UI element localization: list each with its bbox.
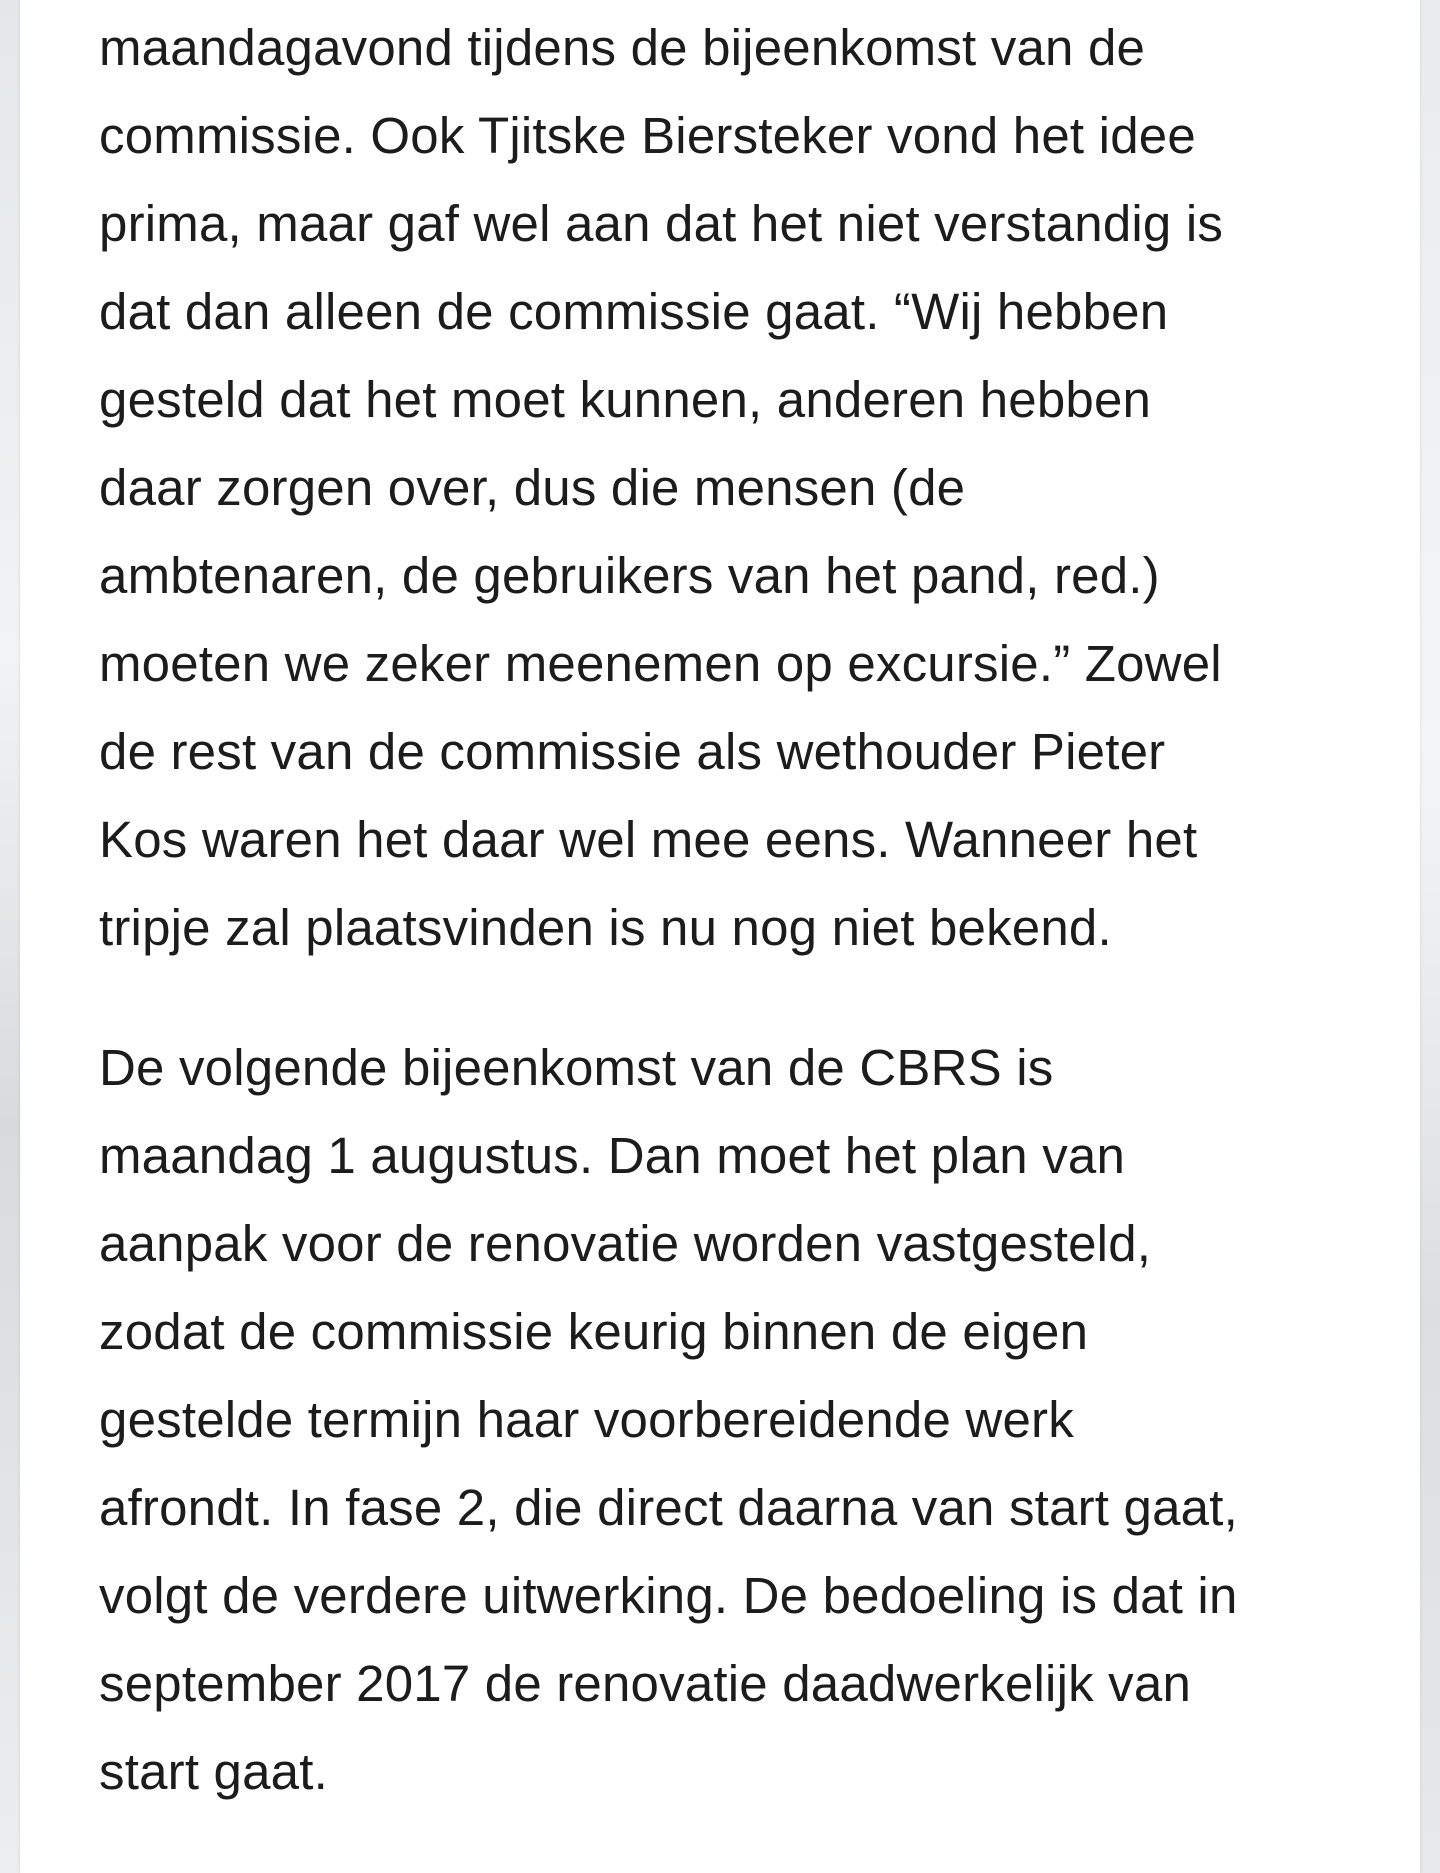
paragraph-line: moeten we zeker meenemen op excursie.” Zowel [99,635,1222,692]
paragraph-line: start gaat. [99,1743,328,1800]
paragraph-line: september 2017 de renovatie daadwerkelijk van [99,1655,1192,1712]
paragraph-line: aanpak voor de renovatie worden vastgesteld, [99,1215,1152,1272]
article-card [20,0,1420,1873]
paragraph-line: maandag 1 augustus. Dan moet het plan van [99,1127,1126,1184]
paragraph-line: de rest van de commissie als wethouder Pieter [99,723,1166,780]
paragraph-line: commissie. Ook Tjitske Biersteker vond het idee [99,107,1196,164]
paragraph-line: De volgende bijeenkomst van de CBRS is [99,1039,1054,1096]
background-left-edge [0,0,20,1873]
paragraph-line: daar zorgen over, dus die mensen (de [99,459,966,516]
paragraph-line: tripje zal plaatsvinden is nu nog niet bekend. [99,899,1112,956]
paragraph-line: Kos waren het daar wel mee eens. Wanneer het [99,811,1198,868]
paragraph-line: prima, maar gaf wel aan dat het niet verstandig is [99,195,1224,252]
background-right-edge [1420,0,1440,1873]
paragraph-line: gesteld dat het moet kunnen, anderen hebben [99,371,1152,428]
paragraph-line: volgt de verdere uitwerking. De bedoeling is dat in [99,1567,1238,1624]
paragraph-line: zodat de commissie keurig binnen de eigen [99,1303,1089,1360]
paragraph-line: dat dan alleen de commissie gaat. “Wij hebben [99,283,1169,340]
article-body [99,4,1359,1868]
article-paragraph-1 [99,4,1359,972]
paragraph-line: afrondt. In fase 2, die direct daarna van start gaat, [99,1479,1238,1536]
article-paragraph-2 [99,1024,1359,1816]
paragraph-line: ambtenaren, de gebruikers van het pand, red.) [99,547,1160,604]
paragraph-line: gestelde termijn haar voorbereidende werk [99,1391,1074,1448]
paragraph-line: maandagavond tijdens de bijeenkomst van de [99,19,1146,76]
